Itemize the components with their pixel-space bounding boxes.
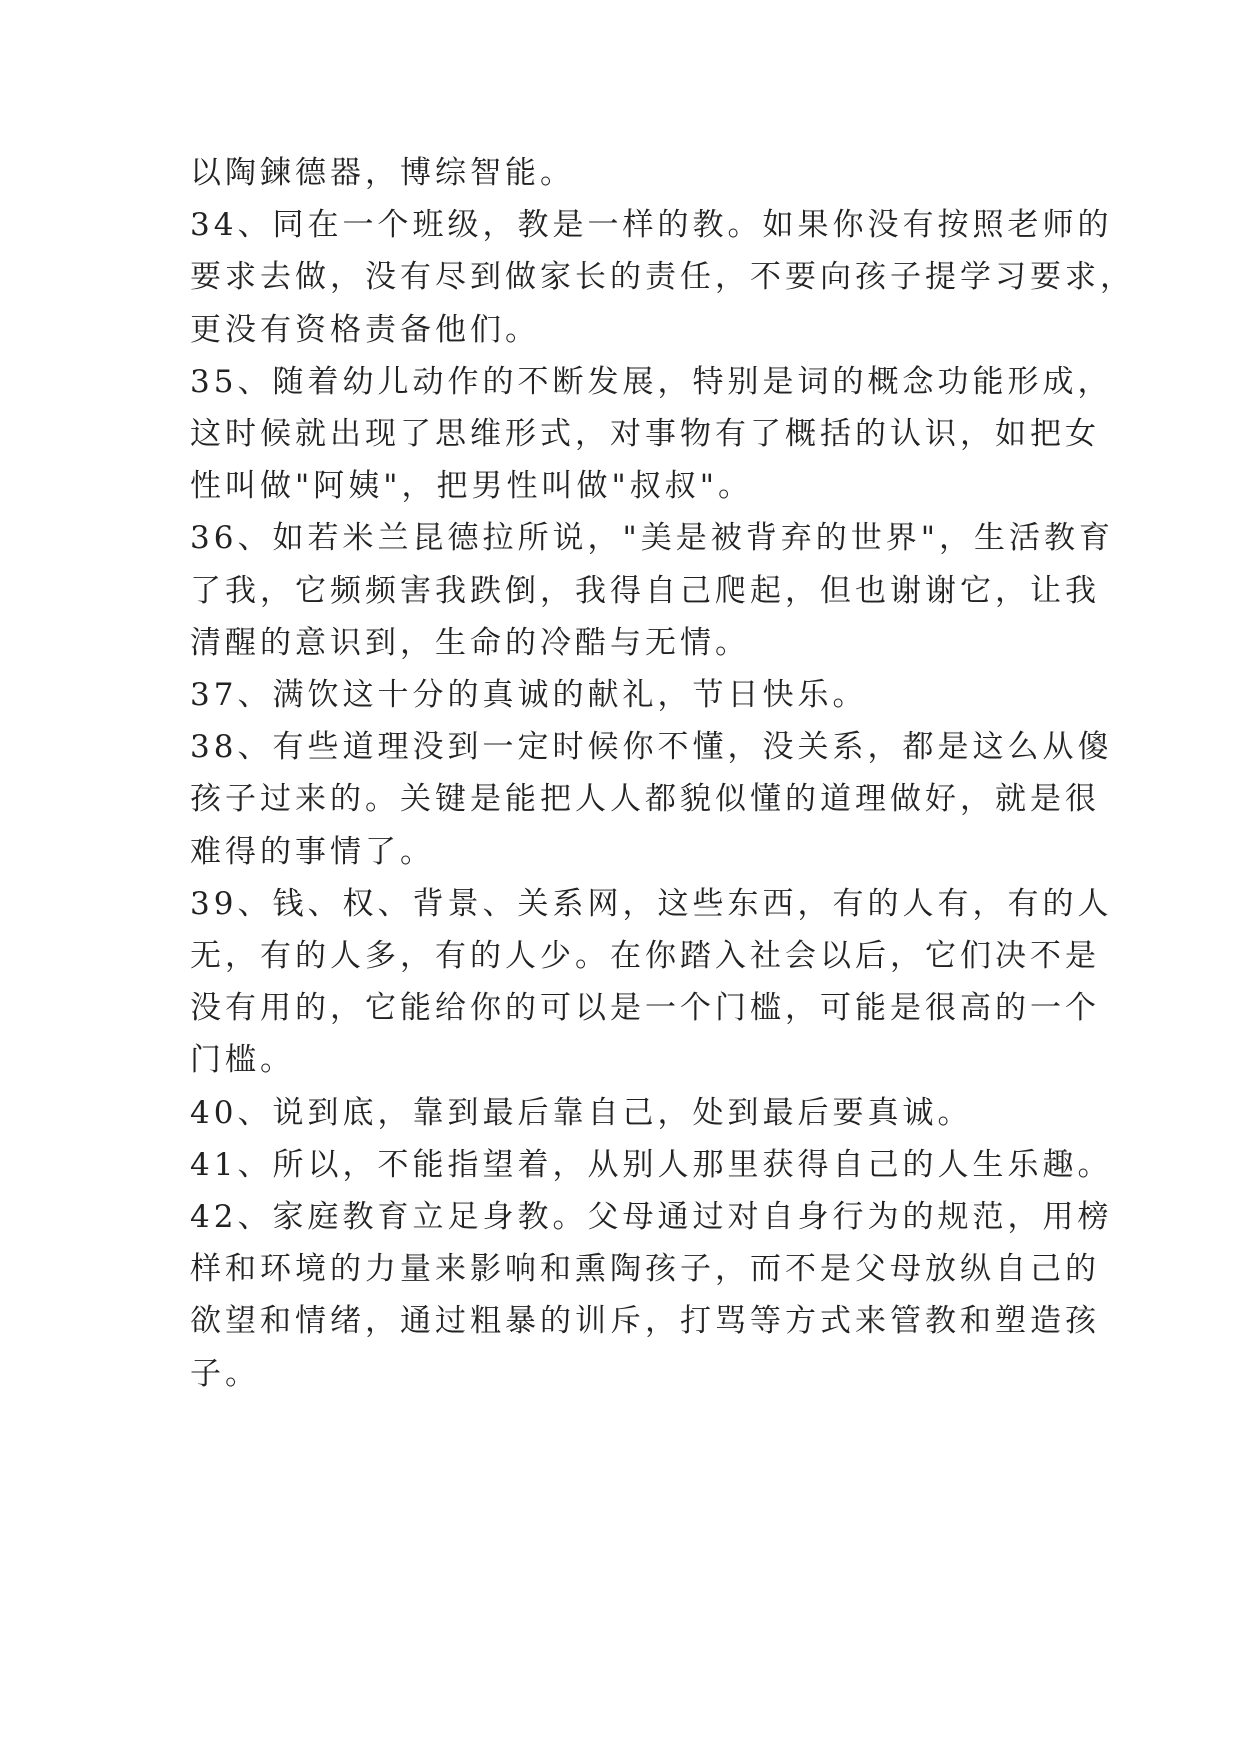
text-line: 这时候就出现了思维形式，对事物有了概括的认识，如把女 [190, 416, 1100, 452]
text-line: 41、所以，不能指望着，从别人那里获得自己的人生乐趣。 [190, 1146, 1113, 1183]
text-line: 欲望和情绪，通过粗暴的训斥，打骂等方式来管教和塑造孩 [190, 1303, 1100, 1340]
text-line: 了我，它频频害我跌倒，我得自己爬起，但也谢谢它，让我 [190, 572, 1100, 609]
text-line: 门槛。 [190, 1042, 295, 1079]
text-line: 要求去做，没有尽到做家长的责任，不要向孩子提学习要求， [190, 259, 1135, 296]
text-line: 无，有的人多，有的人少。在你踏入社会以后，它们决不是 [190, 938, 1100, 974]
text-line: 孩子过来的。关键是能把人人都貌似懂的道理做好，就是很 [190, 781, 1100, 818]
text-line: 34、同在一个班级，教是一样的教。如果你没有按照老师的 [190, 207, 1113, 244]
text-line: 37、满饮这十分的真诚的献礼，节日快乐。 [190, 677, 868, 713]
text-line: 40、说到底，靠到最后靠自己，处到最后要真诚。 [190, 1094, 973, 1131]
text-line: 更没有资格责备他们。 [190, 311, 540, 348]
text-line: 42、家庭教育立足身教。父母通过对自身行为的规范，用榜 [190, 1199, 1113, 1235]
text-line: 38、有些道理没到一定时候你不懂，没关系，都是这么从傻 [190, 729, 1113, 766]
text-line: 性叫做"阿姨"，把男性叫做"叔叔"。 [190, 468, 754, 505]
text-line: 清醒的意识到，生命的冷酷与无情。 [190, 624, 750, 661]
text-line: 子。 [190, 1355, 260, 1392]
text-line: 36、如若米兰昆德拉所说，"美是被背弃的世界"，生活教育 [190, 520, 1114, 557]
text-line: 难得的事情了。 [190, 833, 435, 870]
text-line: 39、钱、权、背景、关系网，这些东西，有的人有，有的人 [190, 885, 1113, 922]
text-line: 以陶鍊德器，博综智能。 [190, 155, 575, 191]
text-line: 没有用的，它能给你的可以是一个门槛，可能是很高的一个 [190, 990, 1100, 1027]
text-line: 35、随着幼儿动作的不断发展，特别是词的概念功能形成， [190, 363, 1113, 400]
text-line: 样和环境的力量来影响和熏陶孩子，而不是父母放纵自己的 [190, 1251, 1100, 1288]
